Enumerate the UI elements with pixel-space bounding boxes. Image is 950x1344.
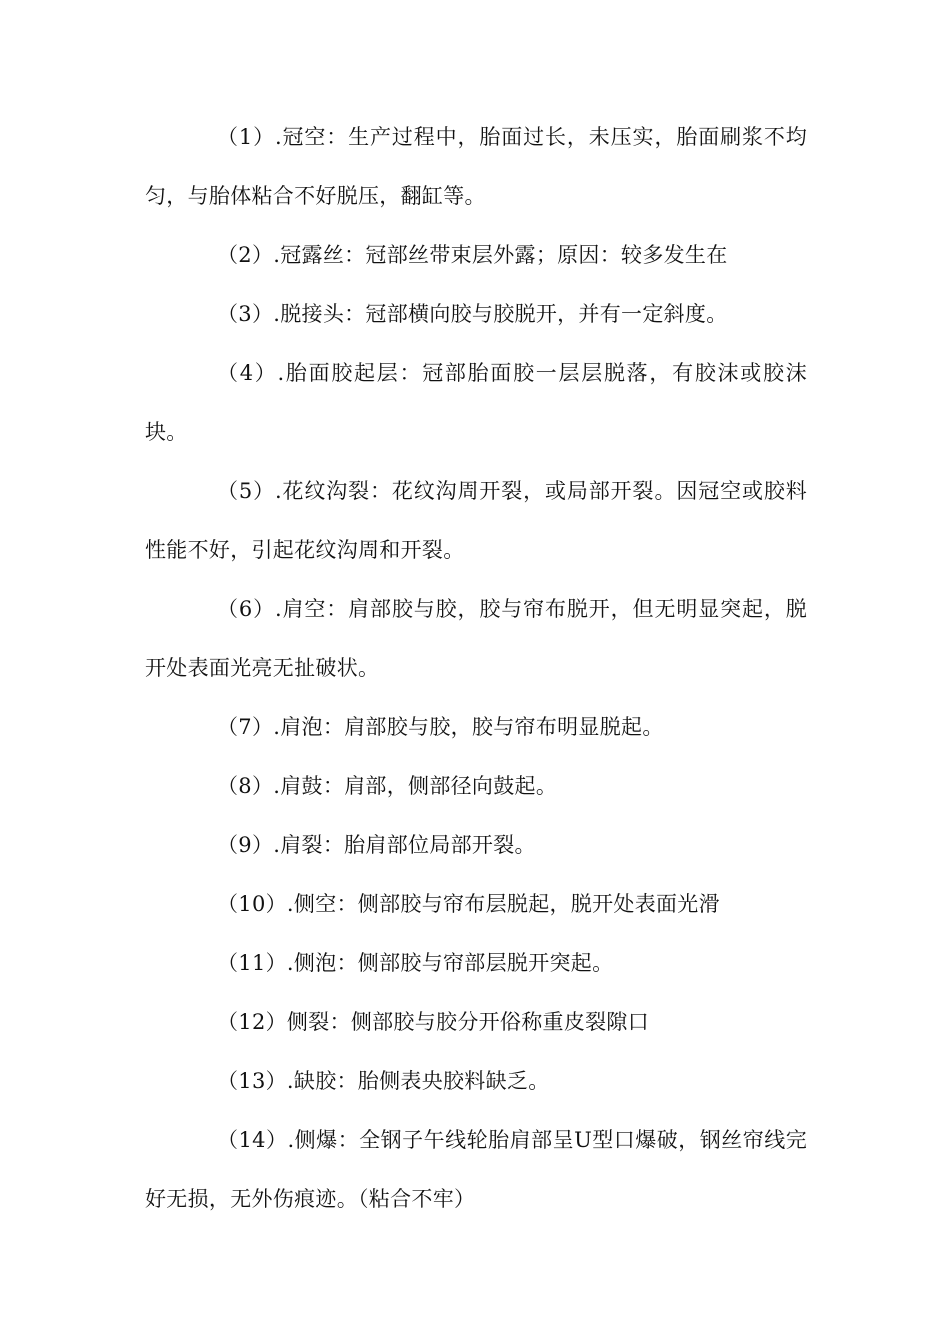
paragraph-8: （8）.肩鼓：肩部，侧部径向鼓起。 [217, 774, 558, 798]
paragraph-9: （9）.肩裂：胎肩部位局部开裂。 [217, 833, 536, 857]
paragraph-4: （4）.胎面胶起层：冠部胎面胶一层层脱落，有胶沫或胶沫块。 [145, 361, 807, 444]
paragraph-13: （13）.缺胶：胎侧表央胶料缺乏。 [217, 1069, 550, 1093]
paragraph-6: （6）.肩空：肩部胶与胶，胶与帘布脱开，但无明显突起，脱开处表面光亮无扯破状。 [145, 597, 807, 680]
paragraph-14: （14）.侧爆：全钢子午线轮胎肩部呈U型口爆破，钢丝帘线完好无损，无外伤痕迹。（粘合不牢） [145, 1128, 807, 1211]
document-body [145, 108, 807, 1229]
paragraph-12: （12）侧裂：侧部胶与胶分开俗称重皮裂隙口 [217, 1010, 650, 1034]
paragraph-10: （10）.侧空：侧部胶与帘布层脱起，脱开处表面光滑 [217, 892, 720, 916]
paragraph-1: （1）.冠空：生产过程中，胎面过长，未压实，胎面刷浆不均匀，与胎体粘合不好脱压，翻缸等。 [145, 125, 807, 208]
paragraph-3: （3）.脱接头：冠部横向胶与胶脱开，并有一定斜度。 [217, 302, 728, 326]
paragraph-2: （2）.冠露丝：冠部丝带束层外露；原因：较多发生在 [217, 243, 728, 267]
paragraph-7: （7）.肩泡：肩部胶与胶，胶与帘布明显脱起。 [217, 715, 664, 739]
paragraph-11: （11）.侧泡：侧部胶与帘部层脱开突起。 [217, 951, 614, 975]
paragraph-5: （5）.花纹沟裂：花纹沟周开裂，或局部开裂。因冠空或胶料性能不好，引起花纹沟周和开裂。 [145, 479, 807, 562]
